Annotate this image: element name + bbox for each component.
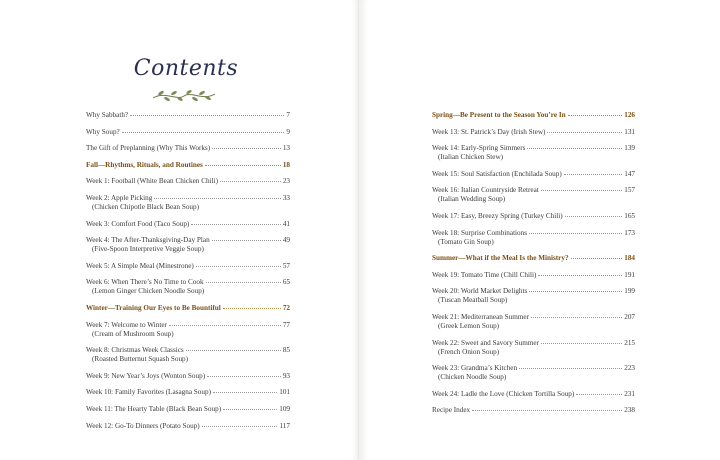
toc-entry bbox=[432, 212, 635, 221]
toc-entry-title: Week 4: The After-Thanksgiving-Day Plan bbox=[86, 236, 210, 245]
contents-title: Contents bbox=[133, 56, 239, 81]
toc-page-number: 147 bbox=[624, 169, 635, 178]
toc-page-number: 23 bbox=[282, 177, 290, 186]
dot-leader bbox=[472, 410, 622, 411]
toc-entry-row bbox=[432, 406, 635, 415]
toc-entry-title: Week 21: Mediterranean Summer bbox=[432, 312, 530, 321]
toc-entry-title: Week 20: World Market Delights bbox=[432, 287, 528, 296]
toc-entry-row bbox=[86, 388, 290, 397]
toc-page-number: 117 bbox=[279, 421, 290, 430]
toc-page-number: 93 bbox=[282, 371, 290, 380]
toc-entry-subtitle: (Chicken Noodle Soup) bbox=[438, 373, 507, 382]
toc-entry bbox=[432, 170, 635, 179]
toc-entry-subtitle: (Roasted Butternut Squash Soup) bbox=[92, 355, 189, 364]
dot-leader bbox=[206, 282, 281, 283]
dot-leader bbox=[576, 394, 622, 395]
toc-page-number: 33 bbox=[282, 193, 290, 202]
toc-entry-title: Week 23: Grandma’s Kitchen bbox=[432, 364, 518, 373]
dot-leader bbox=[212, 240, 281, 241]
toc-entry-title: Week 3: Comfort Food (Taco Soup) bbox=[86, 219, 190, 228]
dot-leader bbox=[565, 216, 623, 217]
dot-leader bbox=[207, 376, 281, 377]
dot-leader bbox=[527, 148, 622, 149]
toc-entry bbox=[86, 220, 290, 229]
toc-entry-row bbox=[432, 111, 635, 120]
toc-entry-row bbox=[432, 390, 635, 399]
toc-entry-title: Week 6: When There’s No Time to Cook bbox=[86, 278, 204, 287]
dot-leader bbox=[571, 258, 623, 259]
dot-leader bbox=[564, 174, 622, 175]
toc-entry-row bbox=[86, 194, 290, 203]
dot-leader bbox=[191, 224, 280, 225]
toc-page-number: 41 bbox=[282, 219, 290, 228]
toc-entry bbox=[432, 229, 635, 247]
toc-page-number: 101 bbox=[279, 388, 290, 397]
toc-page-number: 173 bbox=[624, 228, 635, 237]
toc-entry-row bbox=[432, 254, 635, 263]
dot-leader bbox=[223, 308, 281, 309]
toc-entry-title: Winter—Training Our Eyes to Be Bountiful bbox=[86, 303, 221, 312]
toc-entry-row bbox=[432, 229, 635, 238]
dot-leader bbox=[538, 275, 622, 276]
dot-leader bbox=[519, 368, 622, 369]
dot-leader bbox=[169, 325, 281, 326]
toc-entry-row bbox=[86, 144, 290, 153]
toc-page-number: 126 bbox=[624, 111, 635, 119]
toc-entry-title: Week 12: Go-To Dinners (Potato Soup) bbox=[86, 421, 200, 430]
toc-entry bbox=[86, 144, 290, 153]
toc-page-number: 157 bbox=[624, 186, 635, 195]
toc-entry-title: Week 13: St. Patrick’s Day (Irish Stew) bbox=[432, 127, 546, 136]
toc-entry-row bbox=[86, 177, 290, 186]
toc-entry-subtitle: (Cream of Mushroom Soup) bbox=[92, 329, 174, 338]
dot-leader bbox=[541, 190, 622, 191]
toc-page-number: 165 bbox=[624, 211, 635, 220]
dot-leader bbox=[529, 233, 622, 234]
toc-page-number: 109 bbox=[279, 404, 290, 413]
toc-entry-row bbox=[86, 304, 290, 313]
toc-entry-row bbox=[432, 212, 635, 221]
toc-entry-row bbox=[86, 220, 290, 229]
toc-entry bbox=[86, 111, 290, 120]
toc-entry-row bbox=[86, 321, 290, 330]
toc-entry-title: Week 17: Easy, Breezy Spring (Turkey Chili) bbox=[432, 211, 563, 220]
toc-page-number: 223 bbox=[624, 364, 635, 373]
dot-leader bbox=[186, 350, 281, 351]
toc-entry bbox=[86, 194, 290, 212]
toc-entry-title: Week 24: Ladle the Love (Chicken Tortilla Soup) bbox=[432, 389, 575, 398]
toc-entry-row bbox=[86, 372, 290, 381]
dot-leader bbox=[130, 115, 284, 116]
toc-entry-subtitle: (French Onion Soup) bbox=[438, 347, 500, 356]
toc-entry-title: The Gift of Preplanning (Why This Works) bbox=[86, 144, 211, 153]
toc-page-number: 13 bbox=[282, 144, 290, 153]
dot-leader bbox=[205, 165, 281, 166]
toc-page-number: 85 bbox=[282, 346, 290, 355]
toc-entry-row bbox=[86, 278, 290, 287]
dot-leader bbox=[529, 291, 622, 292]
toc-entry bbox=[432, 271, 635, 280]
toc-entry-title: Week 7: Welcome to Winter bbox=[86, 320, 167, 329]
dot-leader bbox=[541, 343, 622, 344]
dot-leader bbox=[547, 132, 622, 133]
toc-section-heading bbox=[86, 304, 290, 313]
toc-right-column bbox=[432, 111, 635, 423]
toc-entry-row bbox=[432, 186, 635, 195]
dot-leader bbox=[213, 392, 277, 393]
toc-entry-subtitle: (Lemon Ginger Chicken Noodle Soup) bbox=[92, 287, 205, 296]
toc-entry bbox=[432, 186, 635, 204]
toc-entry-title: Why Soup? bbox=[86, 127, 120, 136]
toc-entry-subtitle: (Five-Spoon Interpretive Veggie Soup) bbox=[92, 245, 204, 254]
toc-entry bbox=[86, 346, 290, 364]
toc-entry-row bbox=[86, 422, 290, 431]
dot-leader bbox=[220, 181, 281, 182]
toc-entry-title: Week 14: Early-Spring Simmers bbox=[432, 144, 526, 153]
toc-entry bbox=[432, 390, 635, 399]
toc-entry-title: Week 16: Italian Countryside Retreat bbox=[432, 186, 539, 195]
toc-entry bbox=[432, 406, 635, 415]
toc-entry bbox=[86, 388, 290, 397]
toc-page-number: 65 bbox=[282, 278, 290, 287]
toc-entry-title: Week 15: Soul Satisfaction (Enchilada Soup) bbox=[432, 169, 562, 178]
toc-page-number: 7 bbox=[286, 111, 290, 119]
toc-page-number: 77 bbox=[282, 320, 290, 329]
toc-entry-row bbox=[86, 236, 290, 245]
toc-entry-title: Week 9: New Year’s Joys (Wonton Soup) bbox=[86, 371, 206, 380]
toc-page-number: 139 bbox=[624, 144, 635, 153]
toc-page-number: 215 bbox=[624, 338, 635, 347]
dot-leader bbox=[122, 132, 285, 133]
toc-entry-row bbox=[432, 271, 635, 280]
toc-entry-row bbox=[432, 128, 635, 137]
toc-entry bbox=[86, 278, 290, 296]
toc-entry-title: Week 2: Apple Picking bbox=[86, 193, 153, 202]
toc-entry bbox=[432, 287, 635, 305]
toc-page-number: 184 bbox=[624, 254, 635, 263]
toc-section-heading bbox=[432, 111, 635, 120]
toc-section-heading bbox=[86, 161, 290, 170]
toc-entry-subtitle: (Italian Wedding Soup) bbox=[438, 195, 506, 204]
toc-entry-row bbox=[86, 128, 290, 137]
toc-entry bbox=[86, 128, 290, 137]
dot-leader bbox=[212, 148, 281, 149]
toc-entry-subtitle: (Chicken Chipotle Black Bean Soup) bbox=[92, 202, 199, 211]
toc-entry-title: Week 10: Family Favorites (Lasagna Soup) bbox=[86, 388, 211, 397]
toc-entry-row bbox=[86, 111, 290, 120]
toc-entry-subtitle: (Tuscan Meatball Soup) bbox=[438, 296, 508, 305]
dot-leader bbox=[154, 198, 281, 199]
toc-entry-row bbox=[432, 170, 635, 179]
toc-entry bbox=[86, 262, 290, 271]
toc-page-number: 18 bbox=[282, 160, 290, 169]
toc-entry bbox=[86, 321, 290, 339]
toc-entry-title: Spring—Be Present to the Season You’re In bbox=[432, 111, 566, 119]
toc-entry-title: Why Sabbath? bbox=[86, 111, 129, 119]
toc-entry-row bbox=[86, 405, 290, 414]
toc-entry bbox=[86, 372, 290, 381]
toc-entry-subtitle: (Tomato Gin Soup) bbox=[438, 237, 494, 246]
toc-page-number: 49 bbox=[282, 236, 290, 245]
dot-leader bbox=[223, 409, 277, 410]
toc-page-number: 238 bbox=[624, 406, 635, 415]
toc-entry-title: Week 8: Christmas Week Classics bbox=[86, 346, 184, 355]
toc-page-number: 231 bbox=[624, 389, 635, 398]
toc-page-number: 57 bbox=[282, 261, 290, 270]
toc-entry-subtitle: (Greek Lemon Soup) bbox=[438, 321, 500, 330]
toc-entry-row bbox=[86, 346, 290, 355]
toc-page-number: 191 bbox=[624, 270, 635, 279]
toc-entry bbox=[86, 236, 290, 254]
toc-entry-title: Fall—Rhythms, Rituals, and Routines bbox=[86, 160, 203, 169]
toc-entry bbox=[432, 339, 635, 357]
toc-entry-row bbox=[432, 364, 635, 373]
toc-page-number: 72 bbox=[282, 303, 290, 312]
toc-entry bbox=[86, 177, 290, 186]
toc-entry bbox=[86, 405, 290, 414]
dot-leader bbox=[196, 266, 281, 267]
toc-entry-title: Week 1: Football (White Bean Chicken Chili) bbox=[86, 177, 218, 186]
toc-page-number: 199 bbox=[624, 287, 635, 296]
toc-entry-row bbox=[432, 313, 635, 322]
toc-entry-row bbox=[432, 144, 635, 153]
toc-entry-title: Summer—What if the Meal Is the Ministry? bbox=[432, 254, 569, 263]
toc-left-column bbox=[86, 111, 290, 438]
toc-entry bbox=[432, 313, 635, 331]
toc-entry bbox=[432, 364, 635, 382]
dot-leader bbox=[202, 426, 278, 427]
toc-entry bbox=[432, 128, 635, 137]
toc-entry-row bbox=[86, 161, 290, 170]
toc-entry bbox=[432, 144, 635, 162]
toc-entry-title: Week 19: Tomato Time (Chill Chili) bbox=[432, 270, 537, 279]
toc-entry-title: Week 5: A Simple Meal (Minestrone) bbox=[86, 261, 194, 270]
toc-entry-row bbox=[432, 339, 635, 348]
vine-ornament-icon bbox=[151, 87, 217, 105]
toc-entry-title: Recipe Index bbox=[432, 406, 471, 415]
toc-entry-row bbox=[432, 287, 635, 296]
toc-entry-title: Week 11: The Hearty Table (Black Bean Soup) bbox=[86, 404, 222, 413]
toc-page-number: 207 bbox=[624, 312, 635, 321]
toc-page-number: 131 bbox=[624, 127, 635, 136]
toc-entry-title: Week 22: Sweet and Savory Summer bbox=[432, 338, 540, 347]
toc-entry-title: Week 18: Surprise Combinations bbox=[432, 228, 528, 237]
toc-page-number: 9 bbox=[286, 127, 290, 136]
dot-leader bbox=[568, 115, 623, 116]
toc-entry bbox=[86, 422, 290, 431]
toc-section-heading bbox=[432, 254, 635, 263]
toc-entry-row bbox=[86, 262, 290, 271]
dot-leader bbox=[531, 317, 622, 318]
toc-entry-subtitle: (Italian Chicken Stew) bbox=[438, 153, 504, 162]
